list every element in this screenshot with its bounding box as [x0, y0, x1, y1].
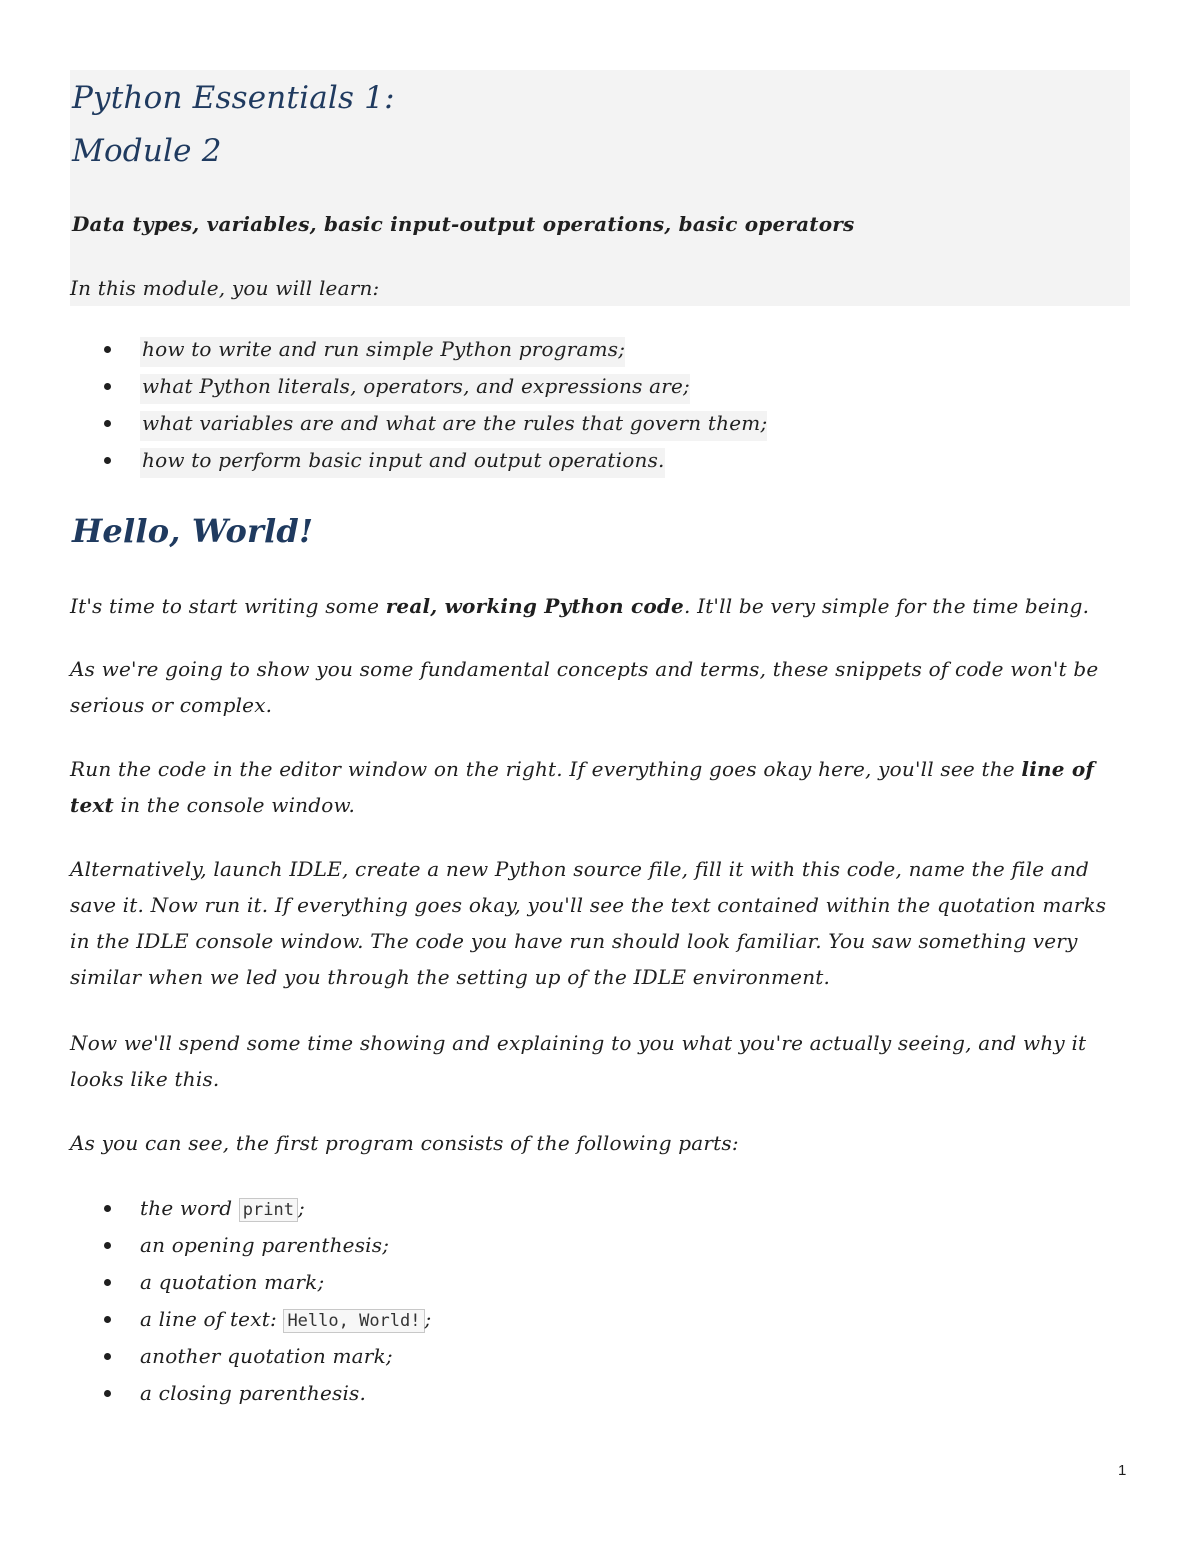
bullet-icon: [104, 1316, 111, 1323]
page-number: 1: [1118, 1462, 1127, 1479]
bullet-icon: [104, 457, 111, 464]
list-item: the word print ;: [100, 1195, 431, 1232]
emphasis-text: real, working Python code: [385, 594, 684, 618]
bullet-icon: [104, 1279, 111, 1286]
list-item: a quotation mark;: [100, 1269, 431, 1306]
paragraph: Run the code in the editor window on the right. If everything goes okay here, you'll see the line of text in the console window.: [70, 757, 1095, 817]
paragraph: As we're going to show you some fundamental concepts and terms, these snippets of code won't be serious or complex.: [70, 657, 1099, 717]
learning-objectives-list: [100, 336, 767, 484]
list-item: what Python literals, operators, and expressions are;: [100, 373, 767, 410]
list-item: a closing parenthesis.: [100, 1380, 431, 1417]
paragraph: As you can see, the first program consists of the following parts:: [70, 1131, 739, 1155]
list-item: how to perform basic input and output operations.: [100, 447, 767, 484]
bullet-icon: [104, 1205, 111, 1212]
emphasis-text: line of text: [70, 757, 1095, 817]
list-item: what variables are and what are the rules that govern them;: [100, 410, 767, 447]
bullet-icon: [104, 420, 111, 427]
bullet-icon: [104, 1242, 111, 1249]
program-parts-list: [100, 1195, 431, 1417]
bullet-icon: [104, 1390, 111, 1397]
inline-code: Hello, World!: [283, 1309, 424, 1333]
bullet-icon: [104, 346, 111, 353]
paragraph: It's time to start writing some real, working Python code. It'll be very simple for the time being.: [70, 594, 1090, 618]
list-item: an opening parenthesis;: [100, 1232, 431, 1269]
list-item: a line of text: Hello, World! ;: [100, 1306, 431, 1343]
paragraph: Alternatively, launch IDLE, create a new Python source file, fill it with this code, name the file and save it. Now run it. If everything goes okay, you'll see the text contained within the quotation marks in the IDLE console window. The code you have run should look familiar. You saw something very similar when we led you through the setting up of the IDLE environment.: [70, 857, 1107, 989]
paragraph: Now we'll spend some time showing and explaining to you what you're actually seeing, and why it looks like this.: [70, 1031, 1087, 1091]
section-heading: Hello, World!: [72, 512, 314, 550]
list-item: how to write and run simple Python programs;: [100, 336, 767, 373]
bullet-icon: [104, 383, 111, 390]
intro-text: In this module, you will learn:: [70, 276, 380, 300]
bullet-icon: [104, 1353, 111, 1360]
module-subtitle: Data types, variables, basic input-output operations, basic operators: [72, 212, 855, 236]
page-title-line-2: Module 2: [72, 133, 222, 169]
list-item: another quotation mark;: [100, 1343, 431, 1380]
page-title-line-1: Python Essentials 1:: [72, 80, 395, 116]
inline-code: print: [239, 1198, 298, 1222]
